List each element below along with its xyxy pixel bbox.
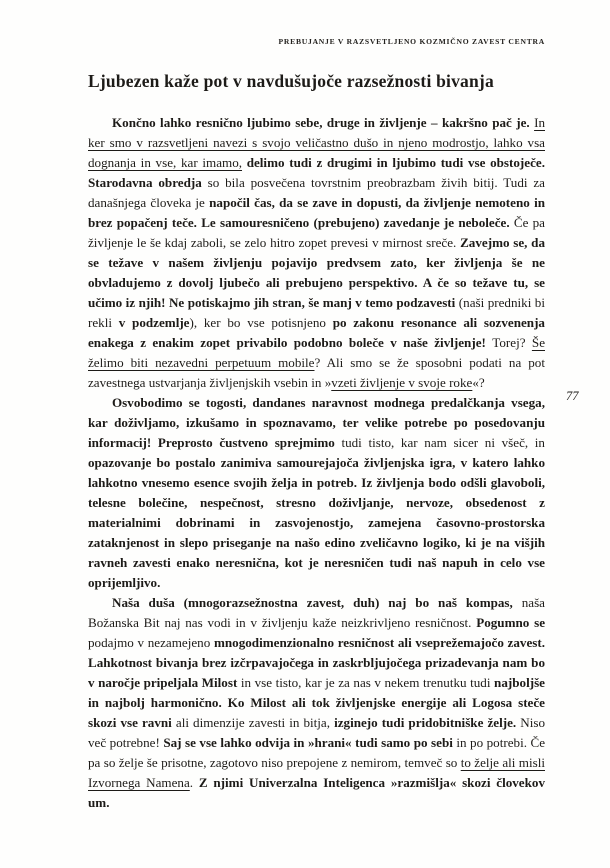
text-segment: Z njimi Univerzalna Inteligenca »razmišlja« skozi človekov um. [88,775,545,810]
page-number: 77 [566,389,579,403]
text-segment: tudi tisto, kar nam sicer ni všeč, in [341,435,545,450]
text-segment: Naša duša (mnogorazsežnostna zavest, duh) naj bo naš kompas, [112,595,522,610]
text-segment: Zavejmo se, da se težave v našem življenju pojavijo predvsem zato, ker življenja še ne obvladujemo z dovolj ljubečo ali prebujeno perspektivo. A če so težave tu, se učimo iz njih! Ne potiskajmo jih stran, še manj v temo podzavesti [88,235,546,310]
text-segment: ? Ali smo se že sposobni podati na pot zavestnega ustvarjanja življenjskih vsebin in » [88,355,545,390]
text-segment: in vse tisto, kar je za nas v nekem trenutku tudi [240,675,495,690]
running-head: PREBUJANJE V RAZSVETLJENO KOZMIČNO ZAVEST CENTRA [278,37,545,46]
text-segment: Niso več potrebne! [88,715,545,750]
text-segment: Če pa življenje le še kdaj zaboli, se zelo hitro zopet prevesi v mirnost sreče. [88,215,545,250]
text-segment: Še želimo biti nezavedni perpetuum mobile [88,335,545,370]
paragraph [88,113,545,393]
text-segment: Torej? [492,335,532,350]
text-segment: vzeti življenje v svoje roke [331,375,473,390]
text-segment: naša Božanska Bit naj nas vodi in v življenju kaže neizkrivljeno resničnost. [88,595,545,630]
body-text [88,113,545,813]
paragraph [88,593,545,813]
text-segment: v podzemlje [118,315,190,330]
text-segment: Pogumno se [476,615,546,630]
text-segment: in po potrebi. Če pa so želje še prisotne, zagotovo niso prepojene z nemirom, temveč so [88,735,546,770]
text-segment: to želje ali misli Izvornega Namena [88,755,545,790]
text-segment: napočil čas, da se zave in dopusti, da življenje nemoteno in brez popačenj teče. Le samouresničeno (prebujeno) zavedanje je neboleče. [88,195,545,230]
text-segment: ali dimenzije zavesti in bitja, [175,715,335,730]
paragraph [88,393,545,593]
text-segment: . [189,775,199,790]
text-segment: Saj se vse lahko odvija in »hrani« tudi samo po sebi [163,735,457,750]
text-segment: ), ker bo vse potisnjeno [189,315,333,330]
chapter-title: Ljubezen kaže pot v navdušujoče razsežnosti bivanja [88,71,494,91]
text-segment: po zakonu resonance ali sozvenenja enakega z enakim zopet privabilo podobno boleče v naše življenje! [88,315,545,350]
text-segment: Osvobodimo se togosti, dandanes naravnost modnega predalčkanja vsega, kar doživljamo, izkušamo in spoznavamo, ter velike potrebe po posedovanju informacij! Preprosto čustveno sprejmimo [88,395,545,450]
text-segment: «? [472,375,485,390]
text-segment: delimo tudi z drugimi in ljubimo tudi vse obstoječe. Starodavna obredja [88,155,545,190]
text-segment: Končno lahko resnično ljubimo sebe, druge in življenje – kakršno pač je. [112,115,535,130]
text-segment: izginejo tudi pridobitniške želje. [334,715,521,730]
text-segment: opazovanje bo postalo zanimiva samourejajoča življenjska igra, v katero lahko lahkotno vnesemo esence svojih želja in potreb. Iz življenja bodo odšli glavoboli, telesne bolečine, nespečnost, stresno doživljanje, nervoze, obsedenost z materialnimi dobrinami in zasvojenostjo, zamejena časovno-prostorska zataknjenost in slepo priseganje na našo edino zveličavno logiko, ki je na višjih ravneh zavesti enako neresnična, kot je neresničen tudi naš napuh in celo vse oprijemljivo. [88,455,545,590]
text-segment: podajmo v nezamejeno [88,635,214,650]
text-segment: najboljše in najbolj harmonično. Ko Milost ali tok življenjske energije ali Logosa steče skozi vse ravni [88,675,545,730]
text-segment: mnogodimenzionalno resničnost ali vseprežemajočo zavest. Lahkotnost bivanja brez izčrpavajočega in zaskrbljujočega prizadevanja nam bo v naročje pripeljala Milost [88,635,545,690]
text-segment: In ker smo v razsvetljeni navezi s svojo veličastno dušo in njeno modrostjo, lahko vsa dognanja in vse, kar imamo, [88,115,545,170]
text-segment: so bila posvečena tovrstnim preobrazbam živih bitij. Tudi za današnjega človeka je [88,175,545,210]
text-segment: (naši predniki bi rekli [88,295,545,330]
